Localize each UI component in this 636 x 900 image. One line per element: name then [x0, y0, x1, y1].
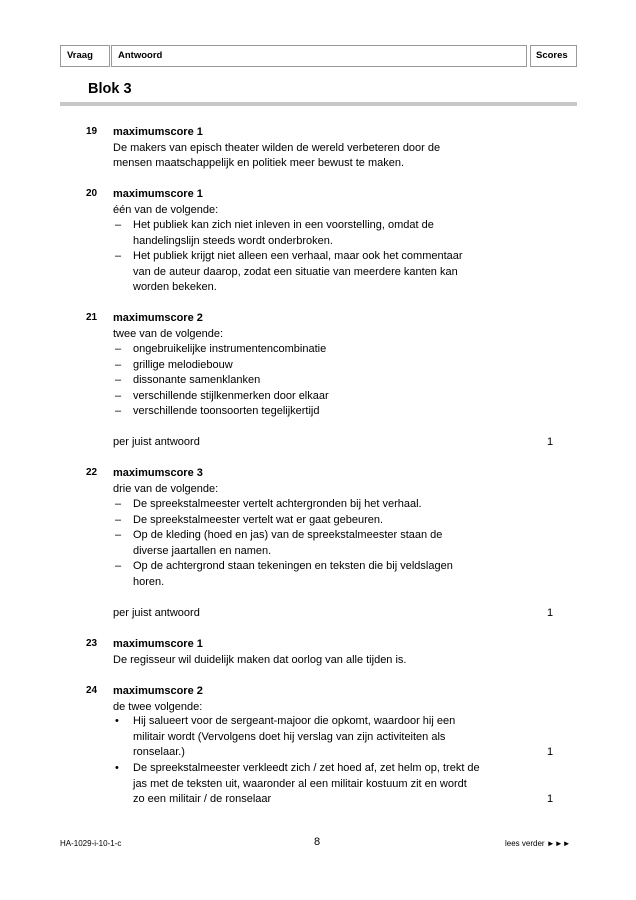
score-value: 1	[547, 793, 554, 805]
answer-line: ongebruikelijke instrumentencombinatie	[133, 343, 327, 355]
answer-line: Op de achtergrond staan tekeningen en teksten die bij veldslagen	[133, 560, 453, 572]
dash-marker: –	[115, 219, 122, 231]
dash-marker: –	[115, 560, 122, 572]
dash-marker: –	[115, 250, 122, 262]
header-antwoord: Antwoord	[111, 45, 527, 67]
max-score-21: maximumscore 2	[113, 312, 203, 324]
dash-marker: –	[115, 359, 122, 371]
dash-marker: –	[115, 514, 122, 526]
answer-line: Op de kleding (hoed en jas) van de spreekstalmeester staan de	[133, 529, 443, 541]
dash-marker: –	[115, 498, 122, 510]
answer-line: verschillende toonsoorten tegelijkertijd	[133, 405, 320, 417]
next-page-link[interactable]: lees verder ►►►	[505, 839, 571, 848]
answer-line: De regisseur wil duidelijk maken dat oorlog van alle tijden is.	[113, 654, 407, 666]
score-value: 1	[547, 746, 554, 758]
section-title: Blok 3	[88, 81, 132, 97]
answer-line: van de auteur daarop, zodat een situatie van meerdere kanten kan	[133, 266, 458, 278]
question-number-19: 19	[86, 126, 98, 137]
score-value: 1	[547, 436, 554, 448]
answer-intro: drie van de volgende:	[113, 483, 219, 495]
max-score-20: maximumscore 1	[113, 188, 203, 200]
answer-line: De spreekstalmeester vertelt wat er gaat gebeuren.	[133, 514, 384, 526]
answer-line: militair wordt (Vervolgens doet hij verslag van zijn activiteiten als	[133, 731, 446, 743]
dash-marker: –	[115, 529, 122, 541]
answer-line: Hij salueert voor de sergeant-majoor die opkomt, waardoor hij een	[133, 715, 456, 727]
answer-line: horen.	[133, 576, 165, 588]
document-code: HA-1029-i-10-1-c	[60, 839, 122, 848]
answer-line: worden bekeken.	[133, 281, 217, 293]
max-score-23: maximumscore 1	[113, 638, 203, 650]
page-number: 8	[314, 836, 321, 848]
bullet-marker: •	[115, 715, 119, 727]
answer-line: ronselaar.)	[133, 746, 185, 758]
answer-line: Het publiek krijgt niet alleen een verhaal, maar ook het commentaar	[133, 250, 463, 262]
dash-marker: –	[115, 390, 122, 402]
question-number-24: 24	[86, 685, 98, 696]
answer-line: dissonante samenklanken	[133, 374, 261, 386]
score-value: 1	[547, 607, 554, 619]
max-score-24: maximumscore 2	[113, 685, 203, 697]
answer-line: verschillende stijlkenmerken door elkaar	[133, 390, 329, 402]
question-number-21: 21	[86, 312, 98, 323]
answer-line: diverse jaartallen en namen.	[133, 545, 272, 557]
question-number-22: 22	[86, 467, 98, 478]
question-number-23: 23	[86, 638, 98, 649]
answer-line: mensen maatschappelijk en politiek meer bewust te maken.	[113, 157, 405, 169]
answer-line: Het publiek kan zich niet inleven in een voorstelling, omdat de	[133, 219, 434, 231]
header-scores: Scores	[530, 45, 577, 67]
max-score-22: maximumscore 3	[113, 467, 203, 479]
per-answer-label: per juist antwoord	[113, 436, 200, 448]
answer-line: jas met de teksten uit, waaronder al een militair kostuum zit en wordt	[133, 778, 467, 790]
per-answer-label: per juist antwoord	[113, 607, 200, 619]
answer-intro: één van de volgende:	[113, 204, 219, 216]
answer-line: De spreekstalmeester verkleedt zich / zet hoed af, zet helm op, trekt de	[133, 762, 480, 774]
answer-intro: twee van de volgende:	[113, 328, 224, 340]
dash-marker: –	[115, 343, 122, 355]
answer-line: De spreekstalmeester vertelt achtergronden bij het verhaal.	[133, 498, 422, 510]
answer-line: handelingslijn steeds wordt onderbroken.	[133, 235, 333, 247]
section-divider	[60, 102, 577, 106]
answer-line: zo een militair / de ronselaar	[133, 793, 272, 805]
dash-marker: –	[115, 374, 122, 386]
answer-line: De makers van episch theater wilden de wereld verbeteren door de	[113, 142, 441, 154]
answer-intro: de twee volgende:	[113, 701, 203, 713]
header-vraag: Vraag	[60, 45, 110, 67]
answer-line: grillige melodiebouw	[133, 359, 233, 371]
dash-marker: –	[115, 405, 122, 417]
max-score-19: maximumscore 1	[113, 126, 203, 138]
question-number-20: 20	[86, 188, 98, 199]
bullet-marker: •	[115, 762, 119, 774]
